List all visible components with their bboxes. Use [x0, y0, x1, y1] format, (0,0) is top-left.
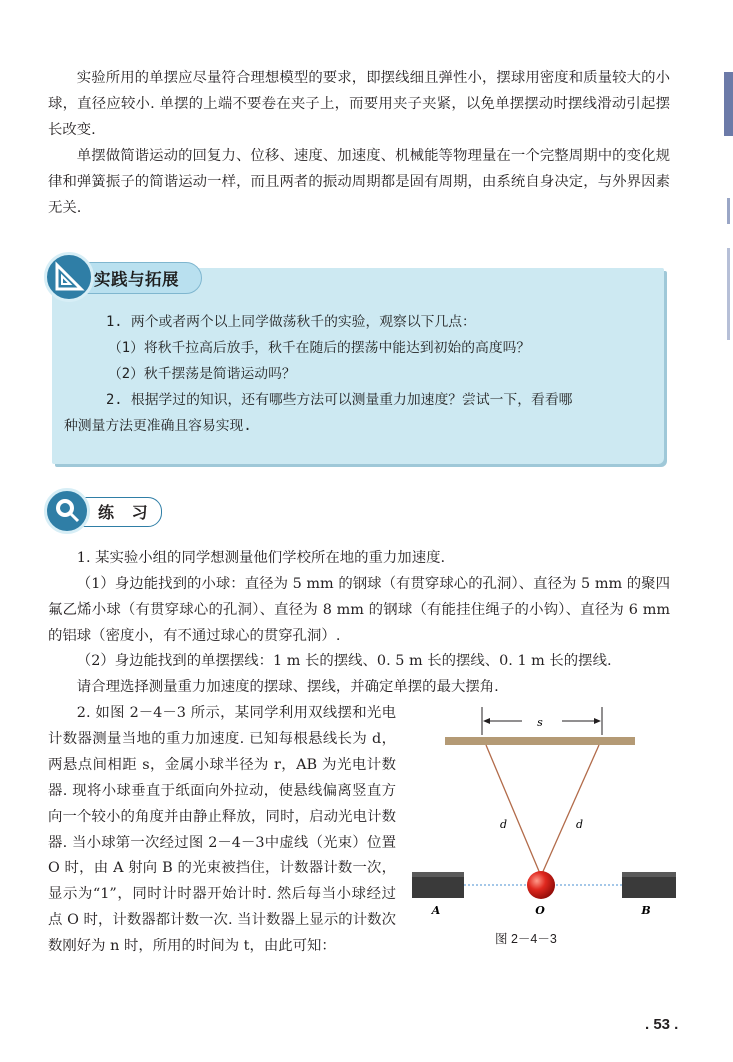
exercise-q1-ask: 请合理选择测量重力加速度的摆球、摆线，并确定单摆的最大摆角.	[76, 679, 499, 695]
bifilar-pendulum-figure	[400, 700, 700, 950]
string-left	[486, 745, 541, 876]
exercise-q1: 1. 某实验小组的同学想测量他们学校所在地的重力加速度.	[76, 550, 446, 566]
practice-line: 种测量方法更准确且容易实现.	[64, 418, 252, 434]
label-O: O	[535, 904, 545, 917]
intro-paragraph-1: 实验所用的单摆应尽量符合理想模型的要求，即摆线细且弹性小，摆球用密度和质量较大的小球，直径应较小. 单摆的上端不要卷在夹子上，而要用夹子夹紧，以免单摆摆动时摆线滑动引起摆长改变.	[48, 70, 670, 138]
ceiling-bar	[445, 737, 635, 745]
figure-caption: 图 2－4－3	[495, 932, 557, 946]
arrow-head	[594, 718, 601, 724]
practice-line: （2）秋千摆荡是简谐运动吗？	[108, 366, 296, 382]
page-number: . 53 .	[645, 1016, 679, 1033]
chapter-tab-mark	[727, 198, 730, 224]
label-A: A	[431, 904, 441, 917]
exercise-title: 练 习	[98, 503, 154, 522]
ruler-triangle-icon	[44, 252, 94, 302]
practice-line: 1. 两个或者两个以上同学做荡秋千的实验，观察以下几点：	[106, 314, 476, 330]
chapter-tab-mark	[727, 248, 730, 340]
metal-ball	[527, 871, 555, 899]
label-d-left: d	[500, 818, 508, 831]
magnifier-icon	[44, 488, 90, 534]
practice-line: （1）将秋千拉高后放手，秋千在随后的摆荡中能达到初始的高度吗？	[108, 340, 531, 356]
label-d-right: d	[576, 818, 584, 831]
practice-title: 实践与拓展	[94, 270, 179, 289]
label-s: s	[537, 716, 543, 729]
intro-paragraph-2: 单摆做简谐运动的回复力、位移、速度、加速度、机械能等物理量在一个完整周期中的变化规律和弹簧振子的简谐运动一样，而且两者的振动周期都是固有周期，由系统自身决定，与外界因素无关.	[48, 148, 670, 216]
string-right	[541, 745, 599, 876]
practice-line: 2. 根据学过的知识，还有哪些方法可以测量重力加速度？尝试一下，看看哪	[106, 392, 573, 408]
arrow-head	[483, 718, 490, 724]
exercise-q1-part1: （1）身边能找到的小球：直径为 5 mm 的钢球（有贯穿球心的孔洞）、直径为 5 mm 的聚四氟乙烯小球（有贯穿球心的孔洞）、直径为 8 mm 的钢球（有能挂住绳子的小钩）、直径为 6 mm 的铝球（密度小，有不通过球心的贯穿孔洞）.	[48, 576, 670, 644]
label-B: B	[641, 904, 651, 917]
exercise-q2: 2. 如图 2－4－3 所示，某同学利用双线摆和光电计数器测量当地的重力加速度. 已知每根悬线长为 d，两悬点间相距 s，金属小球半径为 r，AB 为光电计数器. 现将小球垂直于纸面向外拉动，使悬线偏离竖直方向一个较小的角度并由静止释放，同时，启动光电计数器. 当小球第一次经过图 2－4－3中虚线（光束）位置 O 时，由 A 射向 B 的光束被挡住，计数器计数一次，显示为“1”，同时计时器开始计时. 然后每当小球经过点 O 时，计数器都计数一次. 当计数器上显示的计数次数刚好为 n 时，所用的时间为 t，由此可知：	[48, 705, 396, 955]
chapter-tab	[724, 72, 733, 136]
exercise-q1-part2: （2）身边能找到的单摆摆线：1 m 长的摆线、0. 5 m 长的摆线、0. 1 m 长的摆线.	[76, 653, 612, 669]
